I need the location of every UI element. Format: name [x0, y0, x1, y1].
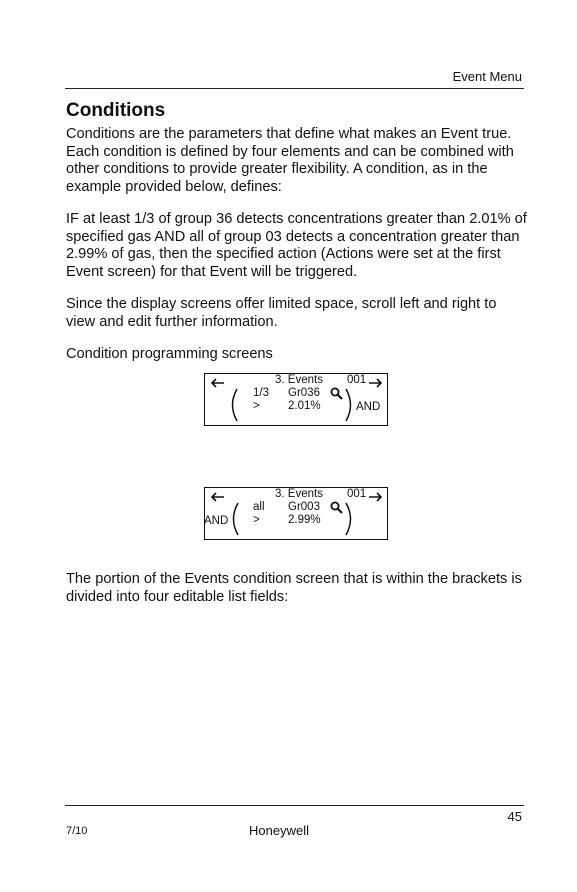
right-logic-field: AND: [356, 401, 381, 413]
right-bracket-icon: [344, 388, 356, 422]
group-field: Gr003: [288, 501, 320, 513]
paragraph-screens-caption: Condition programming screens: [66, 346, 273, 362]
arrow-left-icon: [211, 492, 225, 502]
header-rule: [65, 88, 524, 89]
footer-rule: [65, 805, 524, 806]
paragraph-scroll: Since the display screens offer limited space, scroll left and right to view and edit further information.: [66, 296, 497, 330]
revision-date: 7/10: [66, 825, 88, 837]
section-header: Event Menu: [452, 69, 522, 84]
left-bracket-icon: [227, 388, 239, 422]
value-field: 2.01%: [288, 400, 321, 412]
value-field: 2.99%: [288, 514, 321, 526]
search-icon: [330, 387, 343, 400]
event-number: 001: [347, 488, 367, 500]
arrow-left-icon: [211, 378, 225, 388]
group-field: Gr036: [288, 387, 320, 399]
arrow-right-icon: [368, 492, 382, 502]
screen-title: 3. Events: [275, 374, 323, 386]
paragraph-example: IF at least 1/3 of group 36 detects concentrations greater than 2.01% of specified gas AND all of group 03 detects a concentration greater than 2.99% of gas, then the specified action (Actions were set at the first Event screen) for that Event will be triggered.: [66, 211, 527, 280]
page-title: Conditions: [66, 100, 166, 121]
operator-field: >: [253, 400, 260, 412]
left-bracket-icon: [228, 502, 240, 536]
operator-field: >: [253, 514, 260, 526]
condition-screen-2: [204, 487, 388, 540]
quantity-field: all: [253, 501, 265, 513]
brand-name: Honeywell: [249, 823, 309, 838]
screen-title: 3. Events: [275, 488, 323, 500]
search-icon: [330, 501, 343, 514]
arrow-right-icon: [368, 378, 382, 388]
quantity-field: 1/3: [253, 387, 269, 399]
event-number: 001: [347, 374, 367, 386]
page-number: 45: [507, 809, 522, 824]
condition-screen-1: [204, 373, 388, 426]
right-bracket-icon: [344, 502, 356, 536]
left-logic-field: AND: [204, 515, 229, 527]
paragraph-intro: Conditions are the parameters that define what makes an Event true. Each condition is defined by four elements and can be combined with other conditions to provide greater flexibility. A condition, as in the example provided below, defines:: [66, 126, 514, 195]
paragraph-list-fields: The portion of the Events condition screen that is within the brackets is divided into four editable list fields:: [66, 571, 522, 605]
